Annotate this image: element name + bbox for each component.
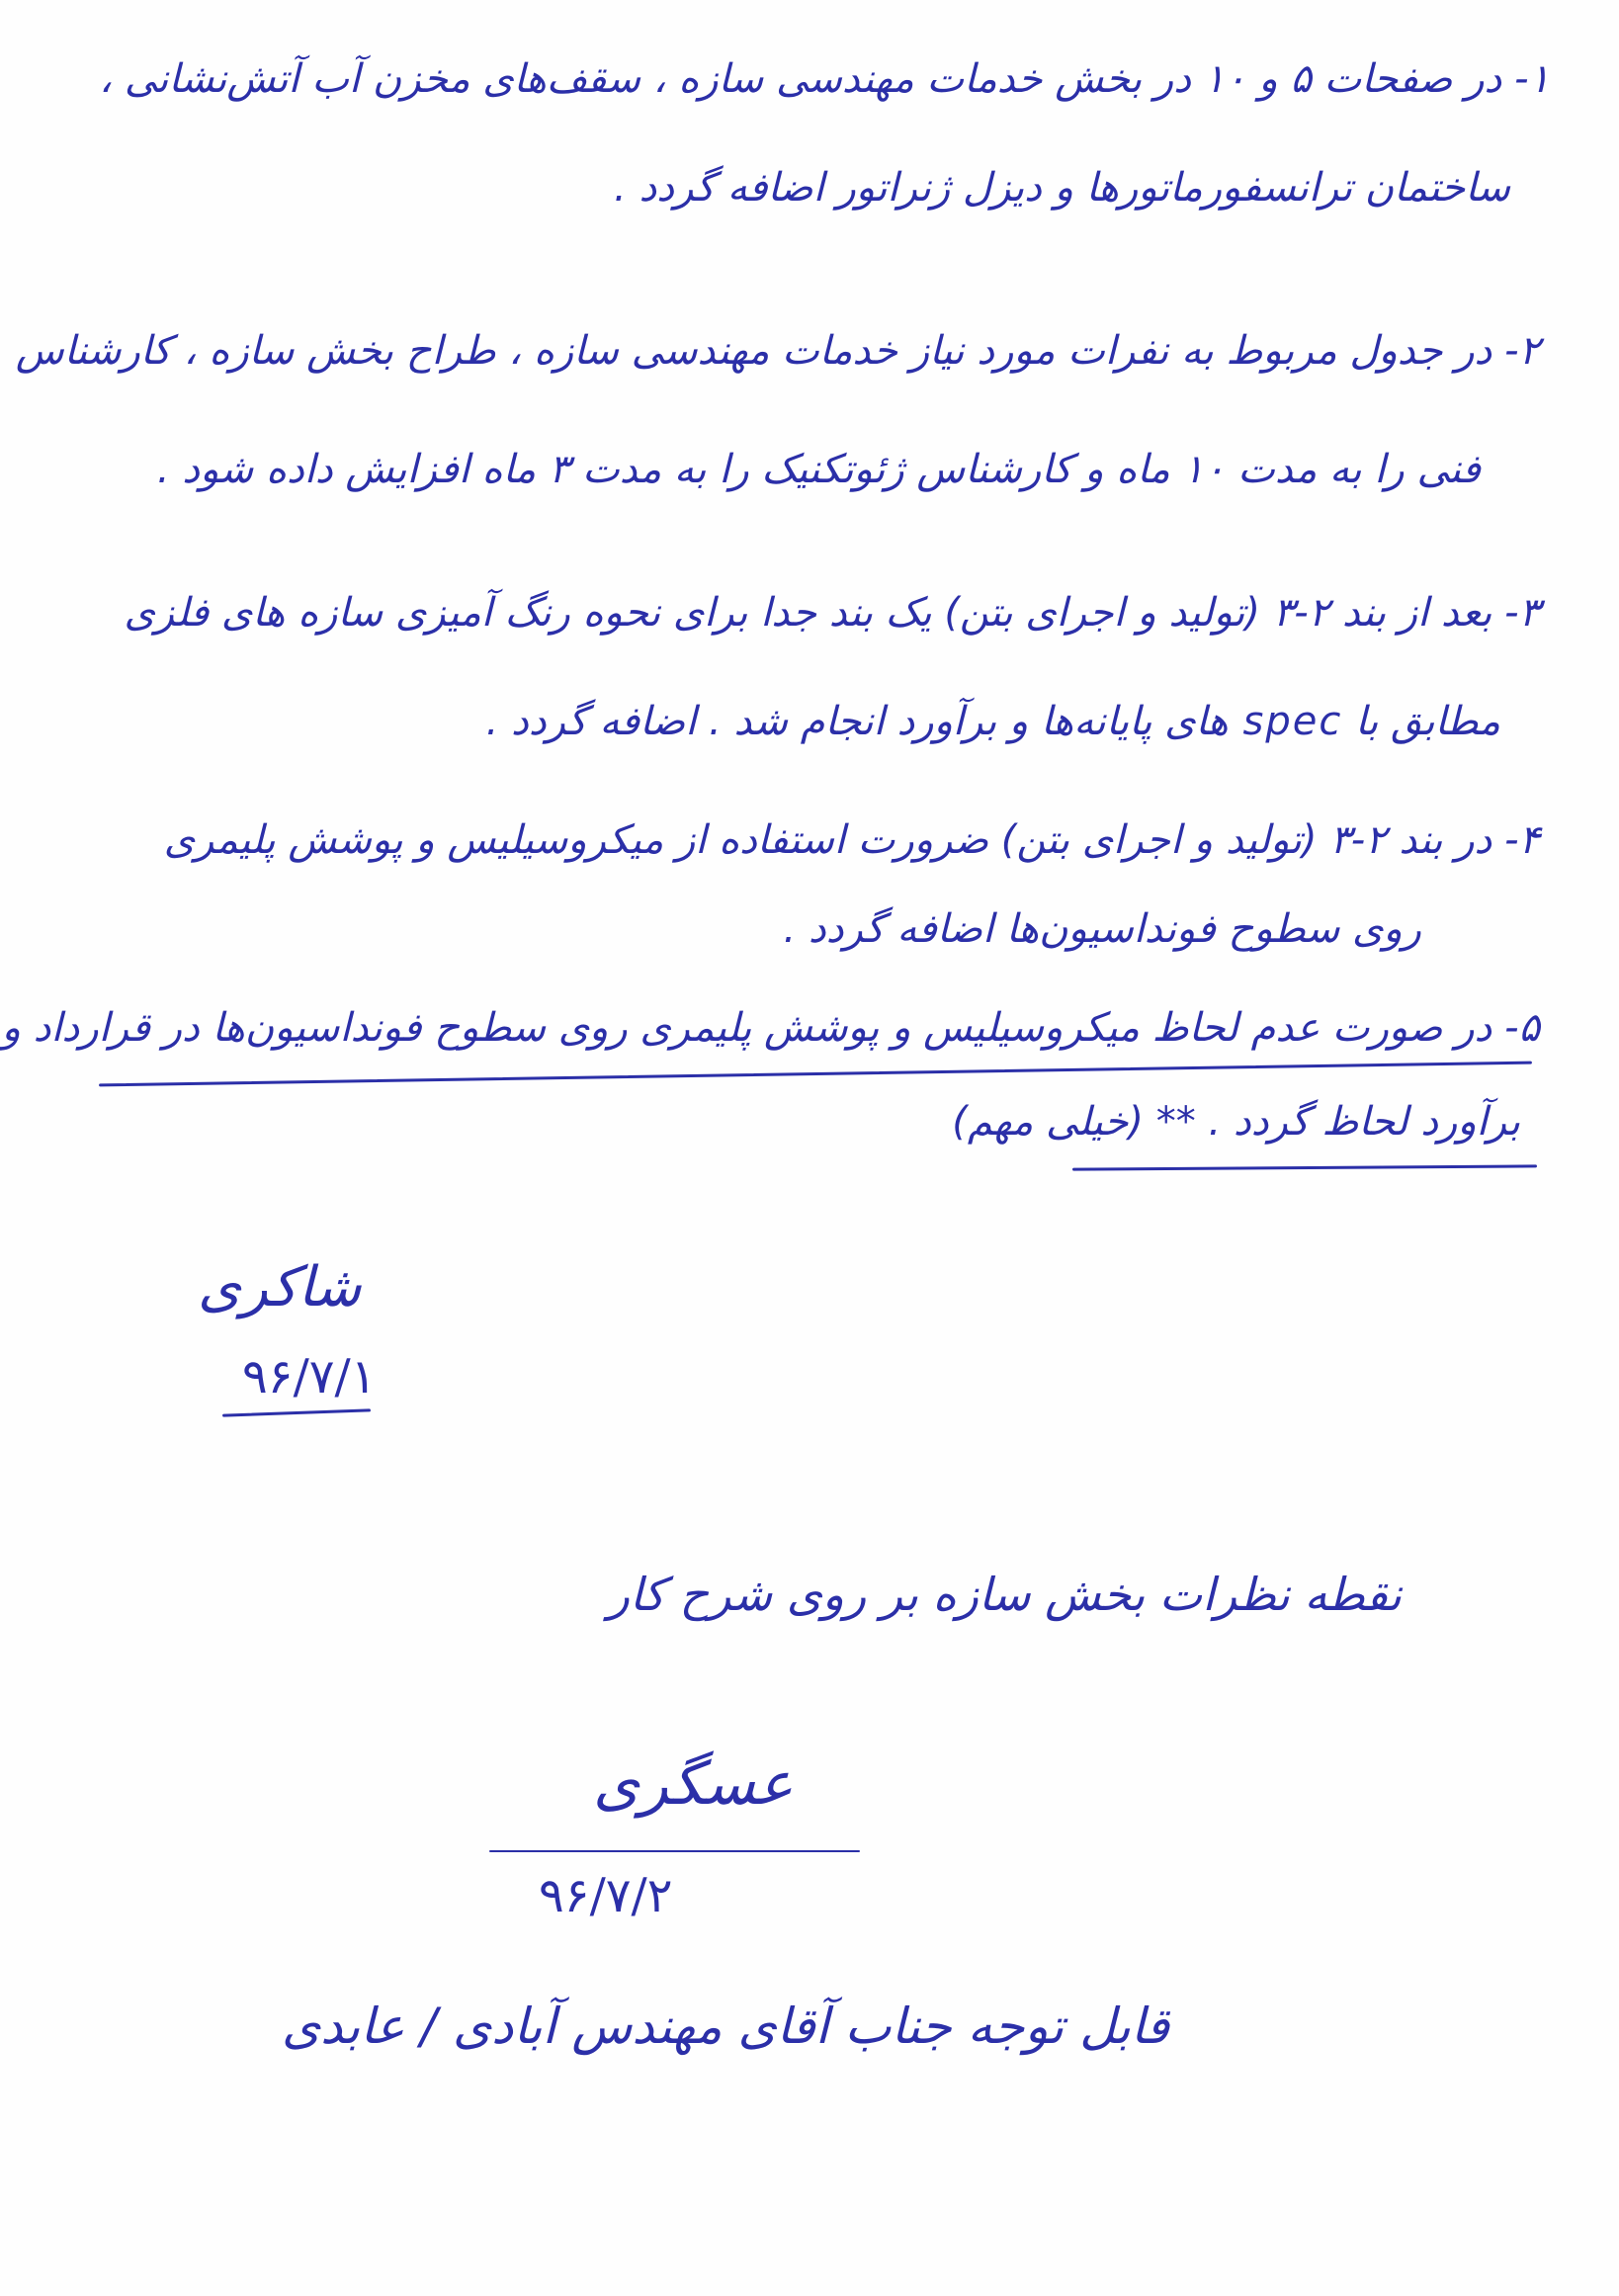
item-1-line-1: ۱- در صفحات ۵ و ۱۰ در بخش خدمات مهندسی سازه ، سقف‌های مخزن آب آتش‌نشانی ،: [99, 56, 1550, 102]
item-4-line-2: روی سطوح فونداسیون‌ها اضافه گردد .: [783, 906, 1421, 952]
addressee-note: قابل توجه جناب آقای مهندس آبادی / عابدی: [282, 1998, 1169, 2055]
item-4-line-1: ۴- در بند ۲-۳ (تولید و اجرای بتن) ضرورت استفاده از میکروسیلیس و پوشش پلیمری: [163, 817, 1540, 863]
signature-1-date: ۹۶/۷/۱: [242, 1349, 377, 1404]
item-5-line-2: برآورد لحاظ گردد . ** (خیلی مهم): [952, 1099, 1520, 1145]
faint-stamp-mark: [751, 2071, 929, 2090]
item-3-line-2: مطابق با spec های پایانه‌ها و برآورد انجام شد . اضافه گردد .: [485, 699, 1500, 744]
signature-1-underline: [222, 1408, 371, 1416]
item-5-underline-2: [1072, 1164, 1537, 1170]
item-3-line-1: ۳- بعد از بند ۲-۳ (تولید و اجرای بتن) یک بند جدا برای نحوه رنگ آمیزی سازه های فلزی: [124, 590, 1540, 636]
item-2-line-2: فنی را به مدت ۱۰ ماه و کارشناس ژئوتکنیک را به مدت ۳ ماه افزایش داده شود .: [156, 447, 1481, 492]
signature-2-date: ۹۶/۷/۲: [539, 1868, 673, 1923]
item-5-line-1: ۵- در صورت عدم لحاظ میکروسیلیس و پوشش پلیمری روی سطوح فونداسیون‌ها در قرارداد و: [1, 1005, 1540, 1051]
item-1-line-2: ساختمان ترانسفورماتور‌ها و دیزل ژنراتور اضافه گردد .: [614, 165, 1510, 211]
signature-1-name: شاکری: [198, 1255, 362, 1319]
item-2-line-1: ۲- در جدول مربوط به نفرات مورد نیاز خدمات مهندسی سازه ، طراح بخش سازه ، کارشناس: [15, 328, 1540, 374]
item-5-underline-1: [99, 1062, 1532, 1087]
structural-notes-caption: نقطه نظرات بخش سازه بر روی شرح کار: [607, 1568, 1402, 1621]
signature-2-divider: [489, 1850, 860, 1852]
signature-2-name: عسگری: [593, 1749, 794, 1819]
